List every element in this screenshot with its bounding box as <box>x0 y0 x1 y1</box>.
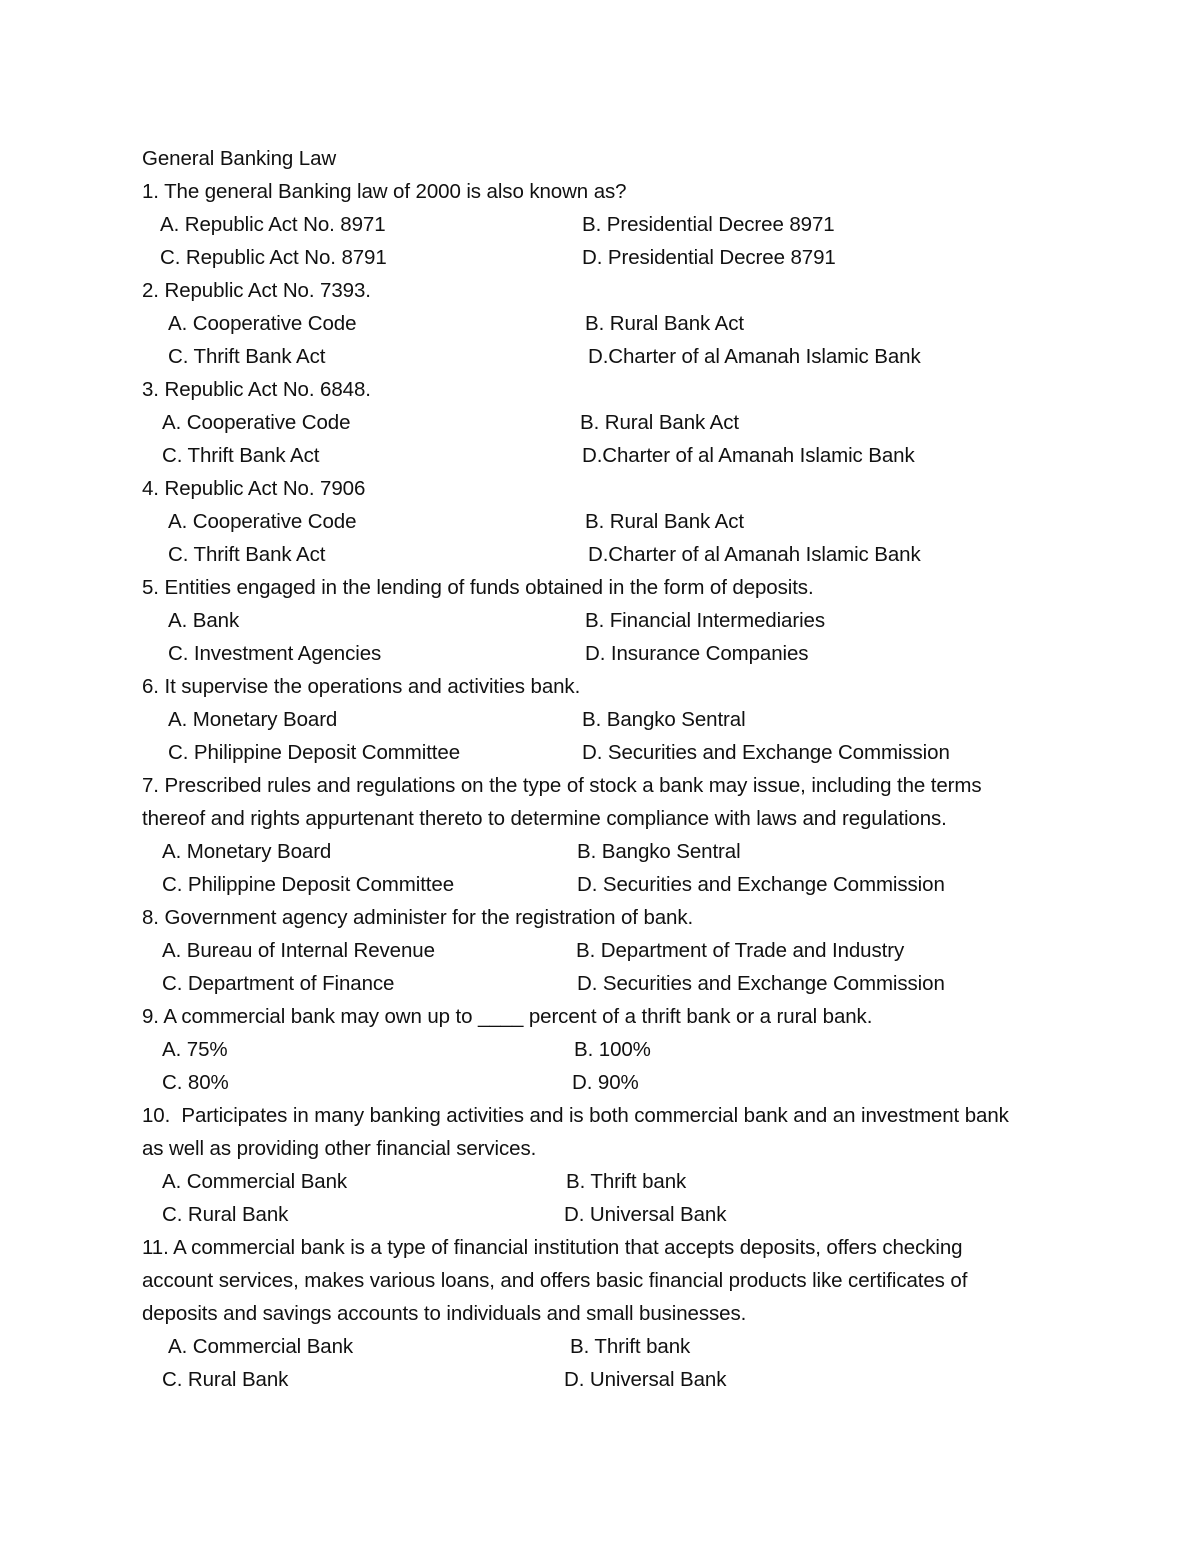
option-d: D. Securities and Exchange Commission <box>577 972 945 995</box>
options-row <box>142 505 1062 538</box>
options-row <box>142 604 1062 637</box>
option-b: B. Thrift bank <box>566 1170 687 1193</box>
option-a: A. Monetary Board <box>168 708 338 731</box>
option-b: B. Thrift bank <box>570 1335 691 1358</box>
options-row <box>142 934 1062 967</box>
option-c: C. Department of Finance <box>162 972 395 995</box>
question-4: 4. Republic Act No. 7906 <box>142 477 366 500</box>
option-c: C. Thrift Bank Act <box>168 543 326 566</box>
option-d: D.Charter of al Amanah Islamic Bank <box>588 345 921 368</box>
option-b: B. Financial Intermediaries <box>585 609 825 632</box>
option-b: B. Rural Bank Act <box>585 312 744 335</box>
option-b: B. Bangko Sentral <box>577 840 741 863</box>
question-9: 9. A commercial bank may own up to ____ percent of a thrift bank or a rural bank. <box>142 1005 873 1028</box>
options-row <box>142 703 1062 736</box>
question-11: 11. A commercial bank is a type of financial institution that accepts deposits, offers checking account services, makes various loans, and offers basic financial products like certificates of deposits and savings accounts to individuals and small businesses. <box>142 1236 968 1325</box>
options-row <box>142 241 1062 274</box>
options-row <box>142 835 1062 868</box>
option-a: A. Bureau of Internal Revenue <box>162 939 435 962</box>
option-b: B. Bangko Sentral <box>582 708 746 731</box>
question-5: 5. Entities engaged in the lending of funds obtained in the form of deposits. <box>142 576 814 599</box>
option-d: D.Charter of al Amanah Islamic Bank <box>582 444 915 467</box>
options-row <box>142 736 1062 769</box>
option-b: B. Rural Bank Act <box>580 411 739 434</box>
option-b: B. Rural Bank Act <box>585 510 744 533</box>
option-a: A. Cooperative Code <box>168 312 357 335</box>
option-c: C. Philippine Deposit Committee <box>168 741 460 764</box>
options-row <box>142 406 1062 439</box>
option-c: C. Thrift Bank Act <box>168 345 326 368</box>
question-1: 1. The general Banking law of 2000 is also known as? <box>142 180 627 203</box>
option-a: A. Monetary Board <box>162 840 332 863</box>
option-a: A. 75% <box>162 1038 228 1061</box>
options-row <box>142 439 1062 472</box>
option-d: D. Securities and Exchange Commission <box>577 873 945 896</box>
document-title: General Banking Law <box>142 147 337 170</box>
option-a: A. Bank <box>168 609 240 632</box>
options-row <box>142 1330 1062 1363</box>
option-c: C. Investment Agencies <box>168 642 382 665</box>
option-d: D. Presidential Decree 8791 <box>582 246 836 269</box>
option-d: D. Universal Bank <box>564 1368 727 1391</box>
option-b: B. Presidential Decree 8971 <box>582 213 835 236</box>
option-d: D.Charter of al Amanah Islamic Bank <box>588 543 921 566</box>
option-a: A. Commercial Bank <box>162 1170 348 1193</box>
option-a: A. Cooperative Code <box>168 510 357 533</box>
question-3: 3. Republic Act No. 6848. <box>142 378 371 401</box>
option-c: C. Republic Act No. 8791 <box>160 246 387 269</box>
option-c: C. Rural Bank <box>162 1368 289 1391</box>
option-d: D. Universal Bank <box>564 1203 727 1226</box>
options-row <box>142 208 1062 241</box>
question-6: 6. It supervise the operations and activities bank. <box>142 675 581 698</box>
option-c: C. Thrift Bank Act <box>162 444 320 467</box>
question-2: 2. Republic Act No. 7393. <box>142 279 371 302</box>
option-b: B. Department of Trade and Industry <box>576 939 905 962</box>
option-a: A. Commercial Bank <box>168 1335 354 1358</box>
option-b: B. 100% <box>574 1038 651 1061</box>
question-8: 8. Government agency administer for the registration of bank. <box>142 906 694 929</box>
options-row <box>142 1066 1062 1099</box>
option-c: C. Philippine Deposit Committee <box>162 873 454 896</box>
option-a: A. Cooperative Code <box>162 411 351 434</box>
options-row <box>142 868 1062 901</box>
option-d: D. Insurance Companies <box>585 642 809 665</box>
option-d: D. 90% <box>572 1071 639 1094</box>
question-10: 10. Participates in many banking activities and is both commercial bank and an investment bank as well as providing other financial services. <box>142 1104 1015 1160</box>
options-row <box>142 307 1062 340</box>
options-row <box>142 340 1062 373</box>
options-row <box>142 637 1062 670</box>
options-row <box>142 1033 1062 1066</box>
options-row <box>142 1165 1062 1198</box>
option-c: C. 80% <box>162 1071 229 1094</box>
options-row <box>142 1363 1062 1396</box>
document-page <box>142 142 1062 1396</box>
options-row <box>142 1198 1062 1231</box>
options-row <box>142 538 1062 571</box>
option-c: C. Rural Bank <box>162 1203 289 1226</box>
options-row <box>142 967 1062 1000</box>
option-a: A. Republic Act No. 8971 <box>160 213 386 236</box>
option-d: D. Securities and Exchange Commission <box>582 741 950 764</box>
question-7: 7. Prescribed rules and regulations on the type of stock a bank may issue, including the terms thereof and rights appurtenant thereto to determine compliance with laws and regulations. <box>142 774 982 830</box>
